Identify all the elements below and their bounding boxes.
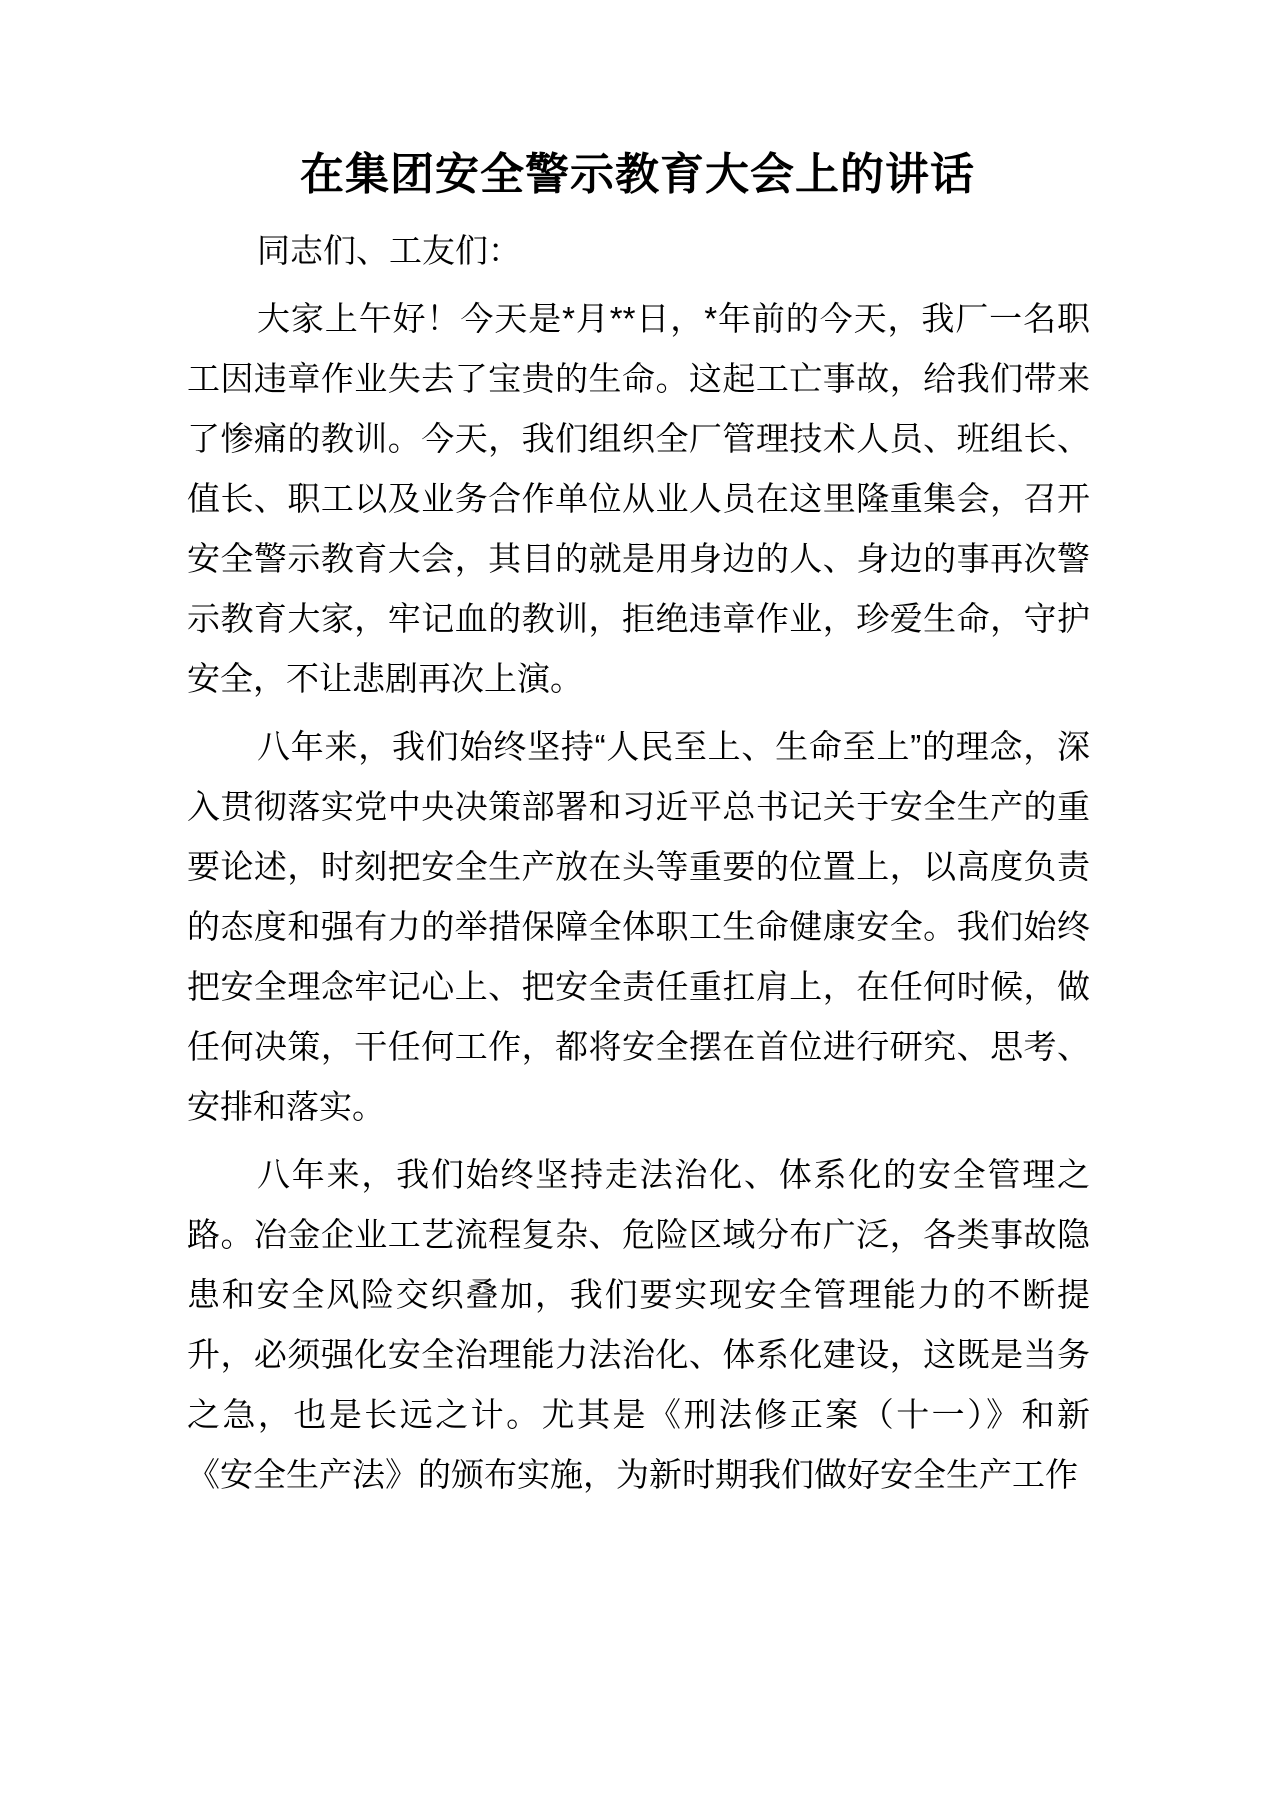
salutation-line: 同志们、工友们：: [257, 232, 521, 269]
body-paragraph: 八年来，我们始终坚持“人民至上、生命至上”的理念，深入贯彻落实党中央决策部署和习近平总书记关于安全生产的重要论述，时刻把安全生产放在头等重要的位置上，以高度负责的态度和强有力的举措保障全体职工生命健康安全。我们始终把安全理念牢记心上、把安全责任重扛肩上，在任何时候，做任何决策，干任何工作，都将安全摆在首位进行研究、思考、安排和落实。: [187, 728, 1090, 1125]
document-title: 在集团安全警示教育大会上的讲话: [300, 150, 975, 199]
body-paragraph: 大家上午好！今天是*月**日，*年前的今天，我厂一名职工因违章作业失去了宝贵的生命。这起工亡事故，给我们带来了惨痛的教训。今天，我们组织全厂管理技术人员、班组长、值长、职工以及业务合作单位从业人员在这里隆重集会，召开安全警示教育大会，其目的就是用身边的人、身边的事再次警示教育大家，牢记血的教训，拒绝违章作业，珍爱生命，守护安全，不让悲剧再次上演。: [187, 300, 1090, 697]
document-page: [0, 145, 1275, 1795]
body-paragraph: 八年来，我们始终坚持走法治化、体系化的安全管理之路。冶金企业工艺流程复杂、危险区域分布广泛，各类事故隐患和安全风险交织叠加，我们要实现安全管理能力的不断提升，必须强化安全治理能力法治化、体系化建设，这既是当务之急，也是长远之计。尤其是《刑法修正案（十一）》和新《安全生产法》的颁布实施，为新时期我们做好安全生产工作: [187, 1156, 1090, 1493]
document-body: [187, 221, 1090, 1505]
